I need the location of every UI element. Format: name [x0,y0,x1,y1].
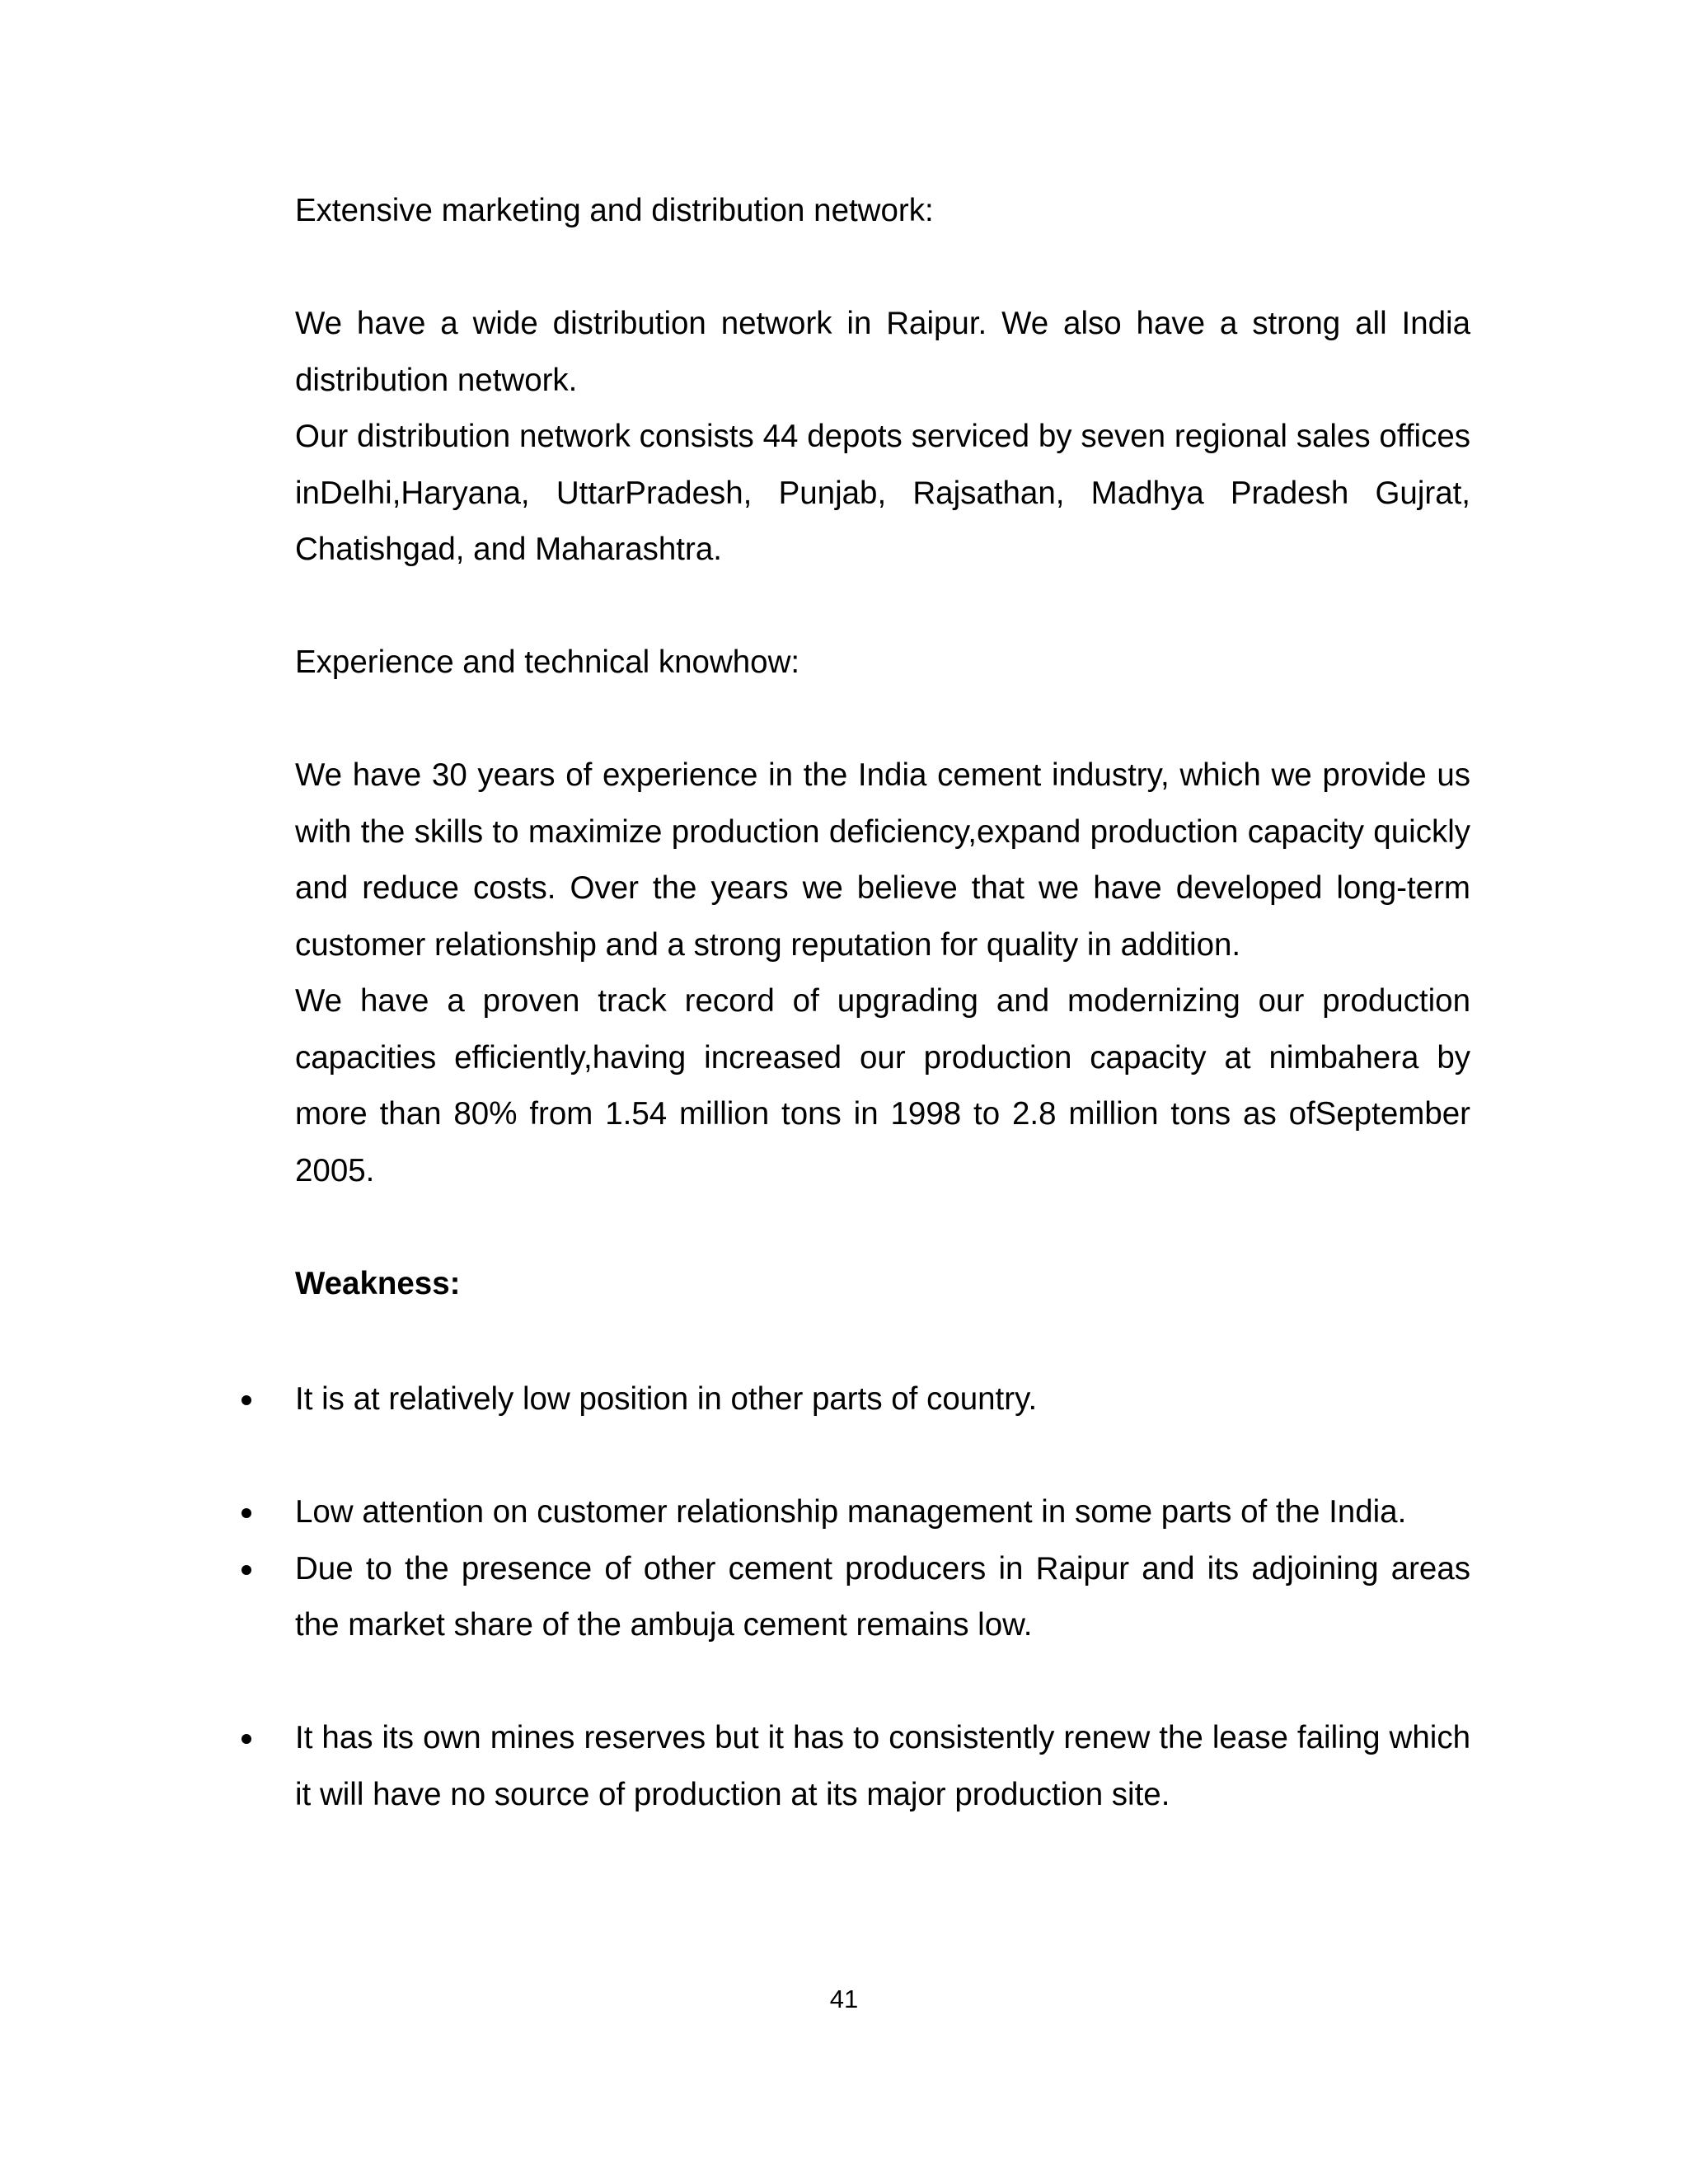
list-item-text: Due to the presence of other cement producers in Raipur and its adjoining areas the market share of the ambuja cement remains low. [295,1550,1470,1643]
spacer [295,1654,1470,1711]
list-item [295,1541,1470,1654]
spacer [295,1428,1470,1485]
list-item [295,1484,1470,1541]
bullet-icon [241,1395,251,1405]
bullet-icon [241,1508,251,1518]
marketing-paragraph-2: Our distribution network consists 44 depots serviced by seven regional sales offices inDelhi,Haryana, UttarPradesh, Punjab, Rajsathan, Madhya Pradesh Gujrat, Chatishgad, and Maharashtra. [295,419,1470,567]
spacer [295,1199,1470,1256]
list-item [295,1710,1470,1823]
list-item-text: It has its own mines reserves but it has to consistently renew the lease failing which it will have no source of production at its major production site. [295,1720,1470,1812]
list-item [295,1371,1470,1428]
experience-paragraph-2: We have a proven track record of upgrading and modernizing our production capacities efficiently,having increased our production capacity at nimbahera by more than 80% from 1.54 million tons in 1998 to 2.8 million tons as ofSeptember 2005. [295,983,1470,1188]
marketing-heading: Extensive marketing and distribution network: [295,193,934,228]
spacer [295,240,1470,297]
page-number: 41 [829,1985,859,2013]
list-item-text: It is at relatively low position in other parts of country. [295,1381,1038,1417]
page-content [295,183,1470,1823]
marketing-paragraph-1: We have a wide distribution network in Raipur. We also have a strong all India distribution network. [295,306,1470,398]
bullet-icon [241,1734,251,1744]
weakness-heading: Weakness: [295,1265,461,1301]
experience-heading: Experience and technical knowhow: [295,644,800,680]
spacer [295,1312,1470,1371]
spacer [295,579,1470,635]
weakness-list [295,1371,1470,1823]
list-item-text: Low attention on customer relationship management in some parts of the India. [295,1494,1407,1530]
bullet-icon [241,1565,251,1575]
experience-paragraph-1: We have 30 years of experience in the India cement industry, which we provide us with the skills to maximize production deficiency,expand production capacity quickly and reduce costs. Over the years we believe that we have developed long-term customer relationship and a strong reputation for quality in addition. [295,757,1470,963]
spacer [295,691,1470,748]
